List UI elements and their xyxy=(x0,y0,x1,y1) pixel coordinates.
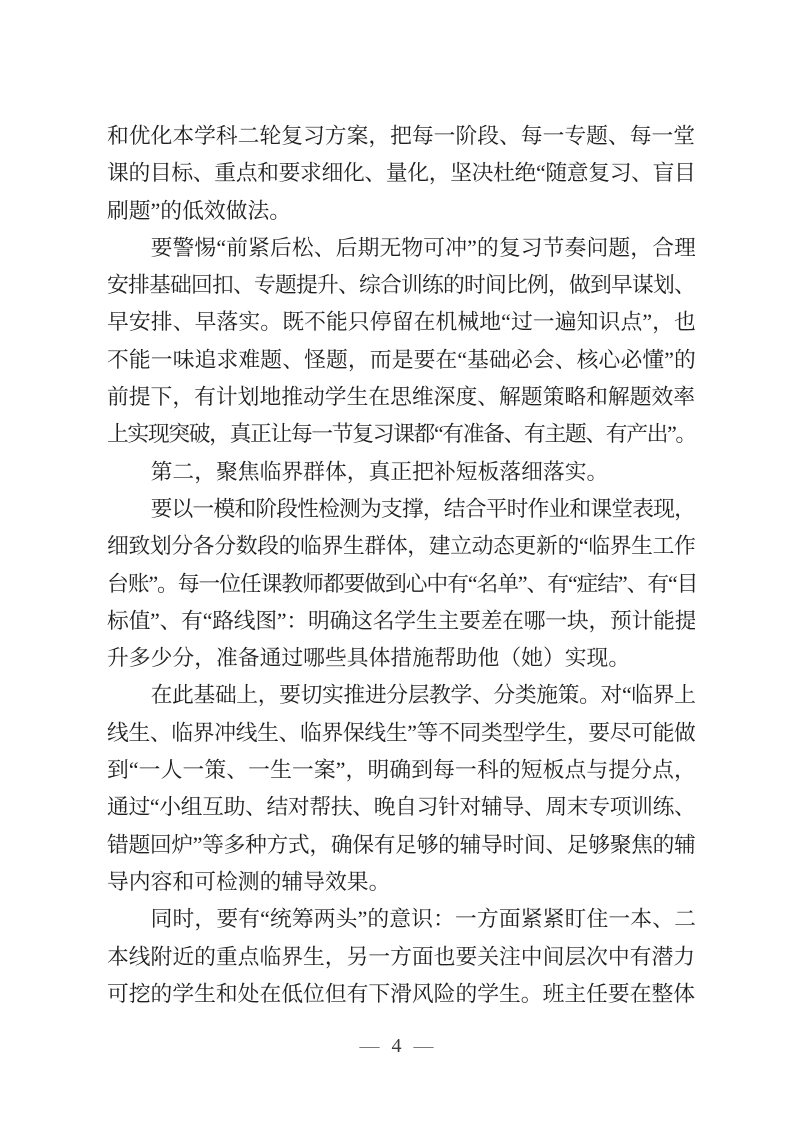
page-number xyxy=(0,1032,793,1060)
text-line: 导内容和可检测的辅导效果。 xyxy=(107,869,391,894)
text-line: 可挖的学生和处在低位但有下滑风险的学生。班主任要在整体 xyxy=(107,981,695,1006)
text-line: 不能一味追求难题、怪题，而是要在“基础必会、核心必懂”的 xyxy=(107,347,695,372)
text-line: 同时，要有“统筹两头”的意识：一方面紧紧盯住一本、二 xyxy=(150,907,695,932)
text-line: 标值”、有“路线图”：明确这名学生主要差在哪一块，预计能提 xyxy=(107,608,695,633)
text-line: 台账”。每一位任课教师都要做到心中有“名单”、有“症结”、有“目 xyxy=(107,571,695,596)
text-line: 早安排、早落实。既不能只停留在机械地“过一遍知识点”，也 xyxy=(107,310,695,335)
document-body xyxy=(107,118,695,1013)
text-line: 细致划分各分数段的临界生群体，建立动态更新的“临界生工作 xyxy=(107,534,695,559)
page-number-dash-left: — xyxy=(359,1035,380,1057)
text-line: 到“一人一策、一生一案”，明确到每一科的短板点与提分点， xyxy=(107,758,695,783)
text-line: 错题回炉”等多种方式，确保有足够的辅导时间、足够聚焦的辅 xyxy=(107,832,695,857)
text-line: 升多少分，准备通过哪些具体措施帮助他（她）实现。 xyxy=(107,646,631,671)
text-line: 课的目标、重点和要求细化、量化，坚决杜绝“随意复习、盲目 xyxy=(107,161,695,186)
text-line: 前提下，有计划地推动学生在思维深度、解题策略和解题效率 xyxy=(107,385,695,410)
text-line: 通过“小组互助、结对帮扶、晚自习针对辅导、周末专项训练、 xyxy=(107,795,695,820)
text-line: 上实现突破，真正让每一节复习课都“有准备、有主题、有产出”。 xyxy=(107,422,695,447)
text-line: 本线附近的重点临界生，另一方面也要关注中间层次中有潜力 xyxy=(107,944,695,969)
text-line: 要以一模和阶段性检测为支撑，结合平时作业和课堂表现， xyxy=(150,496,695,521)
text-line: 线生、临界冲线生、临界保线生”等不同类型学生，要尽可能做 xyxy=(107,720,695,745)
page-number-value: 4 xyxy=(391,1035,402,1057)
text-line: 刷题”的低效做法。 xyxy=(107,198,292,223)
text-line: 在此基础上，要切实推进分层教学、分类施策。对“临界上 xyxy=(150,683,695,708)
page-number-dash-right: — xyxy=(413,1035,434,1057)
text-line: 要警惕“前紧后松、后期无物可冲”的复习节奏问题，合理 xyxy=(150,235,695,260)
text-line: 第二，聚焦临界群体，真正把补短板落细落实。 xyxy=(150,459,609,484)
text-line: 安排基础回扣、专题提升、综合训练的时间比例，做到早谋划、 xyxy=(107,273,695,298)
text-line: 和优化本学科二轮复习方案，把每一阶段、每一专题、每一堂 xyxy=(107,124,695,148)
